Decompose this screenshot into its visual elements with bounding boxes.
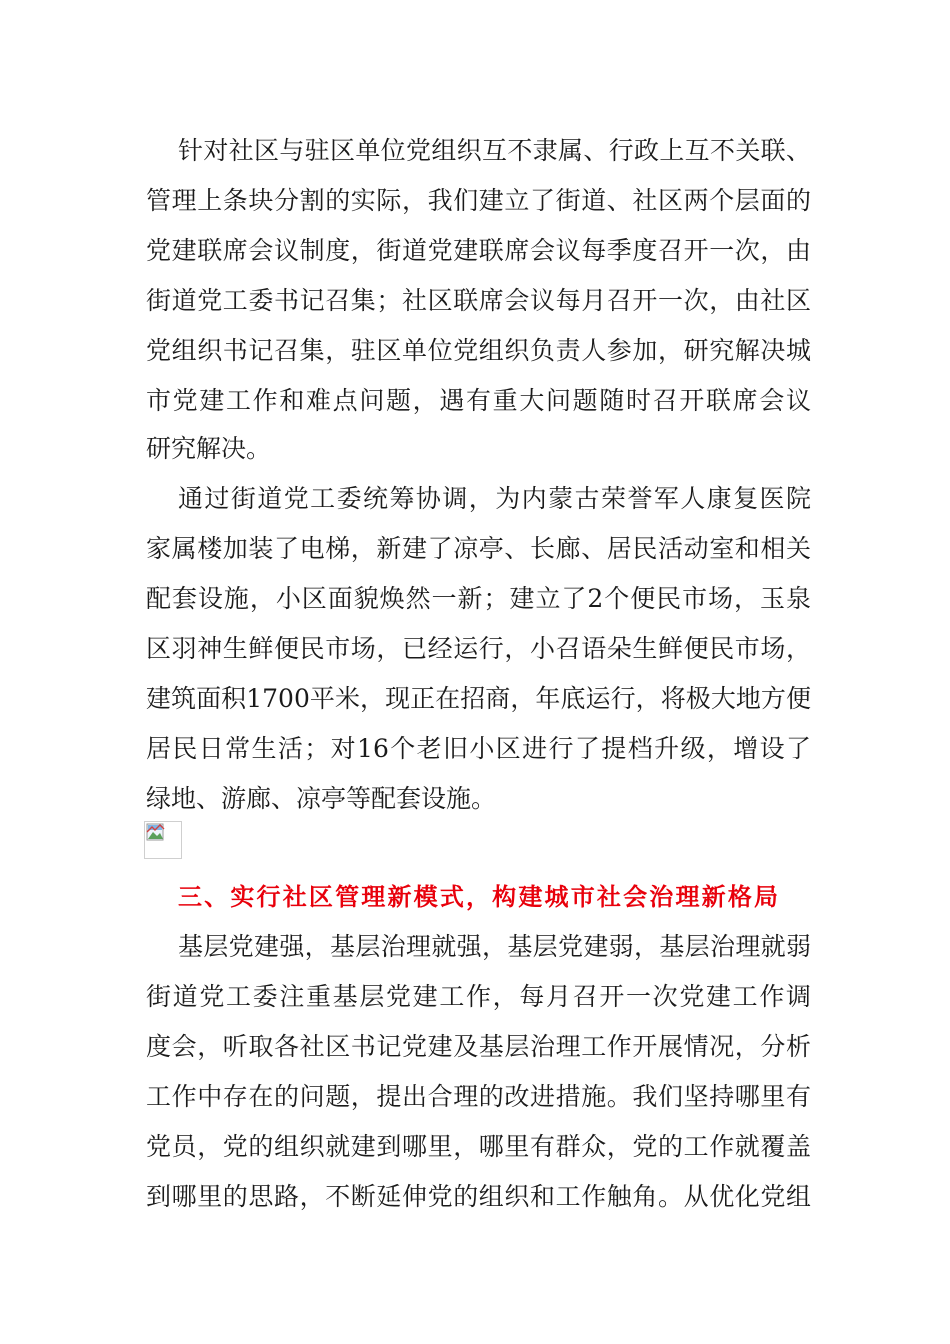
paragraph-1-line-6: 市党建工作和难点问题，遇有重大问题随时召开联席会议 <box>146 386 811 415</box>
paragraph-2-line-3: 配套设施，小区面貌焕然一新；建立了2个便民市场，玉泉 <box>146 584 811 613</box>
paragraph-1-line-7: 研究解决。 <box>146 434 272 463</box>
paragraph-3-line-6: 到哪里的思路，不断延伸党的组织和工作触角。从优化党组 <box>146 1182 811 1211</box>
paragraph-1-line-4: 街道党工委书记召集；社区联席会议每月召开一次，由社区 <box>146 286 811 315</box>
paragraph-3-line-4: 工作中存在的问题，提出合理的改进措施。我们坚持哪里有 <box>146 1082 811 1111</box>
section-heading: 三、实行社区管理新模式，构建城市社会治理新格局 <box>178 883 778 911</box>
paragraph-3-line-5: 党员，党的组织就建到哪里，哪里有群众，党的工作就覆盖 <box>146 1132 811 1161</box>
paragraph-3-line-1: 基层党建强，基层治理就强，基层党建弱，基层治理就弱 <box>178 932 811 961</box>
paragraph-2-line-2: 家属楼加装了电梯，新建了凉亭、长廊、居民活动室和相关 <box>146 534 811 563</box>
paragraph-1-line-1: 针对社区与驻区单位党组织互不隶属、行政上互不关联、 <box>178 136 811 165</box>
paragraph-2-line-7: 绿地、游廊、凉亭等配套设施。 <box>146 784 497 813</box>
paragraph-3-line-2: 街道党工委注重基层党建工作，每月召开一次党建工作调 <box>146 982 811 1011</box>
broken-image-icon <box>146 823 166 843</box>
paragraph-2-line-4: 区羽神生鲜便民市场，已经运行，小召语朵生鲜便民市场， <box>146 634 811 663</box>
paragraph-1-line-5: 党组织书记召集，驻区单位党组织负责人参加，研究解决城 <box>146 336 811 365</box>
paragraph-2-line-5: 建筑面积1700平米，现正在招商，年底运行，将极大地方便 <box>146 684 811 713</box>
broken-image-placeholder <box>144 821 182 859</box>
paragraph-2-line-6: 居民日常生活；对16个老旧小区进行了提档升级，增设了 <box>146 734 811 763</box>
paragraph-1-line-3: 党建联席会议制度，街道党建联席会议每季度召开一次，由 <box>146 236 811 265</box>
paragraph-2-line-1: 通过街道党工委统筹协调，为内蒙古荣誉军人康复医院 <box>178 484 811 513</box>
paragraph-3-line-3: 度会，听取各社区书记党建及基层治理工作开展情况，分析 <box>146 1032 811 1061</box>
paragraph-1-line-2: 管理上条块分割的实际，我们建立了街道、社区两个层面的 <box>146 186 811 215</box>
